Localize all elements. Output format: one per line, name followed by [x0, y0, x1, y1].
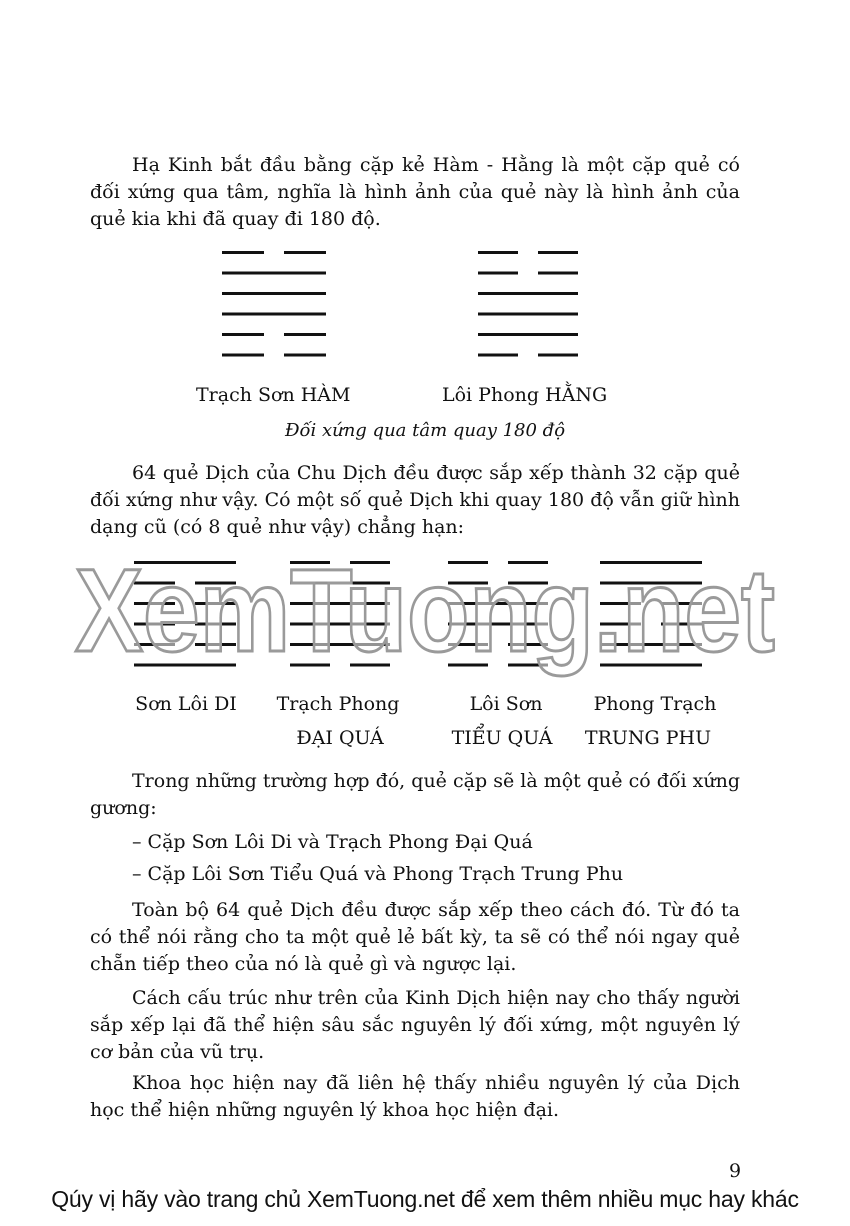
yin-line-segment: [134, 602, 175, 605]
paragraph-mirror: [90, 768, 740, 822]
yin-line-segment: [284, 251, 326, 254]
yin-line-segment: [508, 664, 548, 667]
caption-tieu-qua: TIỂU QUÁ: [451, 727, 553, 749]
hexagram-lines: [448, 560, 548, 668]
yin-line-segment: [222, 333, 264, 336]
yin-line-segment: [222, 251, 264, 254]
yin-line-segment: [290, 664, 330, 667]
yin-line-segment: [538, 251, 578, 254]
yin-line-segment: [478, 251, 518, 254]
figure-subtitle: Đối xứng qua tâm quay 180 độ: [284, 420, 566, 441]
yang-line: [600, 643, 702, 646]
paragraph-pairs-text: 64 quẻ Dịch của Chu Dịch đều được sắp xếp thành 32 cặp quẻ đối xứng như vậy. Có một số quẻ Dịch khi quay 180 độ vẫn giữ hình dạng cũ (có 8 quẻ như vậy) chẳng hạn:: [90, 462, 740, 538]
yang-line: [290, 643, 390, 646]
hexagram-phong-trach-trung-phu: [600, 560, 702, 668]
hexagram-loi-phong-hang: [478, 250, 578, 358]
paragraph-all-64-text: Toàn bộ 64 quẻ Dịch đều được sắp xếp theo cách đó. Từ đó ta có thể nói rằng cho ta một quẻ lẻ bất kỳ, ta sẽ có thể nói ngay quẻ chẵn tiếp theo của nó là quẻ gì và ngược lại.: [90, 899, 740, 975]
caption-trach-son-ham: Trạch Sơn HÀM: [196, 384, 351, 406]
paragraph-science: [90, 1070, 740, 1124]
bullet-pair-2: – Cặp Lôi Sơn Tiểu Quá và Phong Trạch Trung Phu: [132, 863, 624, 885]
hexagram-trach-son-ham: [222, 250, 326, 358]
yin-line-segment: [284, 354, 326, 357]
yin-line-segment: [195, 643, 236, 646]
paragraph-all-64: [90, 897, 740, 978]
yin-line-segment: [195, 582, 236, 585]
yin-line-segment: [478, 272, 518, 275]
yang-line: [478, 292, 578, 295]
yin-line-segment: [195, 623, 236, 626]
yin-line-segment: [661, 623, 702, 626]
yang-line: [134, 561, 236, 564]
yang-line: [448, 623, 548, 626]
yin-line-segment: [350, 664, 390, 667]
caption-loi-son: Lôi Sơn: [469, 693, 543, 715]
yin-line-segment: [134, 623, 175, 626]
hexagram-lines: [134, 560, 236, 668]
yang-line: [290, 623, 390, 626]
yang-line: [134, 664, 236, 667]
yang-line: [222, 292, 326, 295]
yin-line-segment: [284, 333, 326, 336]
hexagram-loi-son-tieu-qua: [448, 560, 548, 668]
yin-line-segment: [195, 602, 236, 605]
yang-line: [600, 561, 702, 564]
yin-line-segment: [508, 643, 548, 646]
hexagram-lines: [290, 560, 390, 668]
yin-line-segment: [448, 664, 488, 667]
yang-line: [478, 333, 578, 336]
yin-line-segment: [600, 623, 641, 626]
hexagram-lines: [478, 250, 578, 358]
yang-line: [448, 602, 548, 605]
paragraph-science-text: Khoa học hiện nay đã liên hệ thấy nhiều nguyên lý của Dịch học thể hiện những nguyên lý khoa học hiện đại.: [90, 1072, 740, 1121]
yang-line: [222, 272, 326, 275]
page-number: 9: [729, 1160, 742, 1182]
yang-line: [478, 313, 578, 316]
yang-line: [290, 582, 390, 585]
caption-trung-phu: TRUNG PHU: [584, 727, 712, 749]
hexagram-trach-phong-dai-qua: [290, 560, 390, 668]
watermark-text: XemTuong.net: [75, 545, 775, 677]
yin-line-segment: [350, 561, 390, 564]
yin-line-segment: [290, 561, 330, 564]
paragraph-intro: [90, 152, 740, 233]
caption-dai-qua: ĐẠI QUÁ: [296, 727, 384, 749]
yin-line-segment: [448, 561, 488, 564]
yin-line-segment: [508, 561, 548, 564]
paragraph-mirror-text: Trong những trường hợp đó, quẻ cặp sẽ là một quẻ có đối xứng gương:: [90, 770, 740, 819]
paragraph-structure-text: Cách cấu trúc như trên của Kinh Dịch hiện nay cho thấy người sắp xếp lại đã thể hiện sâu sắc nguyên lý đối xứng, một nguyên lý cơ bản của vũ trụ.: [90, 987, 740, 1063]
yang-line: [290, 602, 390, 605]
paragraph-intro-text: Hạ Kinh bắt đầu bằng cặp kẻ Hàm - Hằng là một cặp quẻ có đối xứng qua tâm, nghĩa là hình ảnh của quẻ này là hình ảnh của quẻ kia khi đã quay đi 180 độ.: [90, 154, 740, 230]
yin-line-segment: [448, 643, 488, 646]
hexagram-lines: [600, 560, 702, 668]
yin-line-segment: [538, 272, 578, 275]
yin-line-segment: [478, 354, 518, 357]
hexagram-son-loi-di: [134, 560, 236, 668]
yin-line-segment: [134, 582, 175, 585]
yin-line-segment: [222, 354, 264, 357]
caption-trach-phong: Trạch Phong: [276, 693, 400, 715]
hexagram-lines: [222, 250, 326, 358]
paragraph-structure: [90, 985, 740, 1066]
yin-line-segment: [661, 602, 702, 605]
footer-banner: Qúy vị hãy vào trang chủ XemTuong.net để xem thêm nhiều mục hay khác: [51, 1186, 799, 1212]
paragraph-pairs: [90, 460, 740, 541]
caption-son-loi-di: Sơn Lôi DI: [135, 693, 237, 715]
yin-line-segment: [508, 582, 548, 585]
yin-line-segment: [134, 643, 175, 646]
caption-phong-trach: Phong Trạch: [593, 693, 717, 715]
yin-line-segment: [600, 602, 641, 605]
bullet-pair-1: – Cặp Sơn Lôi Di và Trạch Phong Đại Quá: [132, 831, 533, 853]
yang-line: [600, 664, 702, 667]
yang-line: [600, 582, 702, 585]
caption-loi-phong-hang: Lôi Phong HẰNG: [442, 384, 608, 406]
yin-line-segment: [448, 582, 488, 585]
yin-line-segment: [538, 354, 578, 357]
yang-line: [222, 313, 326, 316]
